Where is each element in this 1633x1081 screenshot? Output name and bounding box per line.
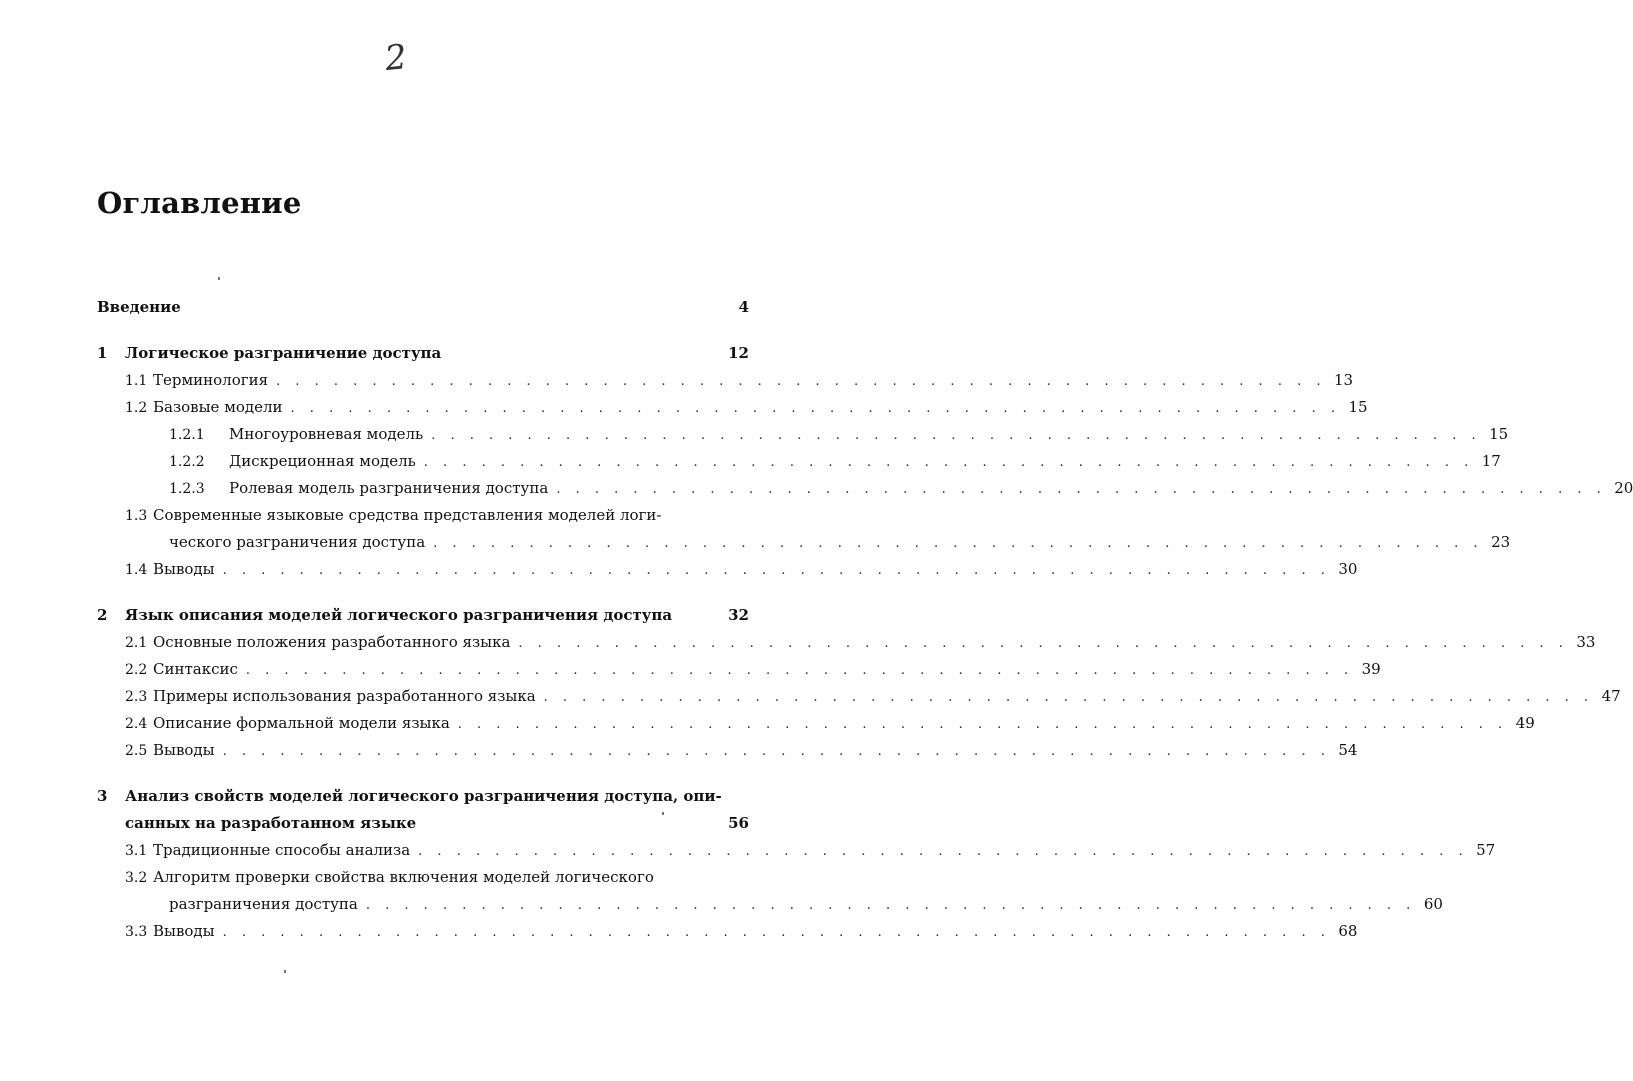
toc-chapter-number: 3: [97, 787, 108, 805]
toc-page-number: 4: [738, 298, 749, 316]
toc-subsection-title: Ролевая модель разграничения доступа: [229, 479, 549, 497]
toc-leader-dots: . . . . . . . . . . . . . . . . . . . . . . . . . . . . . . . . . . . . . . . . . . . . . . . . . . . . . . .: [276, 374, 1326, 389]
toc-section-title: Алгоритм проверки свойства включения моделей логического: [153, 868, 654, 886]
toc-leader-dots: . . . . . . . . . . . . . . . . . . . . . . . . . . . . . . . . . . . . . . . . . . . . . . . . . . . . . . . . . .: [222, 744, 1331, 759]
handwritten-page-number: 2: [382, 36, 409, 80]
toc-entry-title: Введение: [97, 298, 181, 316]
toc-leader-dots: . . . . . . . . . . . . . . . . . . . . . . . . . . . . . . . . . . . . . . . . . . . . . . . . . . . . . . .: [518, 636, 1569, 651]
toc-page-number: 15: [1348, 398, 1368, 416]
toc-section-title-continued: ческого разграничения доступа: [169, 533, 426, 551]
toc-page-number: 54: [1338, 741, 1358, 759]
toc-page-number: 39: [1361, 660, 1381, 678]
toc-page-number: 68: [1338, 922, 1358, 940]
scan-speck: [284, 970, 286, 973]
toc-section-3-3: [97, 919, 1358, 943]
toc-leader-dots: . . . . . . . . . . . . . . . . . . . . . . . . . . . . . . . . . . . . . . . . . . . . . . . . . . . . . . .: [431, 428, 1482, 443]
toc-section-3-2-continued: [97, 892, 1443, 916]
toc-page-number: 56: [728, 814, 749, 832]
toc-subsection-1-2-3: [97, 476, 1633, 500]
toc-section-2-5: [97, 738, 1358, 762]
toc-chapter-1: [97, 341, 749, 365]
toc-section-number: 2.2: [125, 662, 148, 678]
toc-leader-dots: . . . . . . . . . . . . . . . . . . . . . . . . . . . . . . . . . . . . . . . . . . . . . . . . . . . . . . . . . .: [222, 925, 1331, 940]
toc-section-number: 1.3: [125, 508, 148, 524]
toc-leader-dots: . . . . . . . . . . . . . . . . . . . . . . . . . . . . . . . . . . . . . . . . . . . . . . . . . . . . . . . . . .: [245, 663, 1354, 678]
toc-section-1-3: [97, 503, 749, 527]
toc-section-number: 3.3: [125, 924, 148, 940]
toc-section-1-4: [97, 557, 1358, 581]
toc-chapter-3: [97, 784, 749, 808]
toc-page-number: 15: [1489, 425, 1509, 443]
toc-page-number: 32: [728, 606, 749, 624]
toc-section-2-2: [97, 657, 1381, 681]
toc-section-title: Базовые модели: [153, 398, 283, 416]
toc-section-1-3-continued: [97, 530, 1511, 554]
toc-leader-dots: . . . . . . . . . . . . . . . . . . . . . . . . . . . . . . . . . . . . . . . . . . . . . . . . . . . . . . .: [290, 401, 1341, 416]
toc-section-title: Синтаксис: [153, 660, 238, 678]
toc-leader-dots: . . . . . . . . . . . . . . . . . . . . . . . . . . . . . . . . . . . . . . . . . . . . . . . . . . . . . . .: [457, 717, 1508, 732]
toc-section-title: Современные языковые средства представления моделей логи-: [153, 506, 662, 524]
toc-page-number: 23: [1491, 533, 1511, 551]
scan-speck: [218, 277, 220, 280]
toc-chapter-number: 1: [97, 344, 108, 362]
toc-section-title-continued: разграничения доступа: [169, 895, 358, 913]
toc-page-number: 57: [1476, 841, 1496, 859]
toc-subsection-number: 1.2.2: [169, 454, 205, 470]
toc-section-title: Выводы: [153, 560, 215, 578]
toc-section-number: 2.4: [125, 716, 148, 732]
toc-subsection-1-2-1: [97, 422, 1509, 446]
toc-chapter-2: [97, 603, 749, 627]
toc-chapter-title: Язык описания моделей логического разграничения доступа: [125, 606, 673, 624]
toc-page-number: 47: [1601, 687, 1621, 705]
toc-section-3-2: [97, 865, 749, 889]
toc-subsection-title: Многоуровневая модель: [229, 425, 424, 443]
toc-section-3-1: [97, 838, 1496, 862]
toc-leader-dots: . . . . . . . . . . . . . . . . . . . . . . . . . . . . . . . . . . . . . . . . . . . . . . . . . . . . . . . . . .: [222, 563, 1331, 578]
toc-subsection-number: 1.2.1: [169, 427, 205, 443]
toc-page-number: 33: [1576, 633, 1596, 651]
toc-chapter-3-continued: [97, 811, 749, 835]
toc-section-2-3: [97, 684, 1621, 708]
toc-section-number: 1.4: [125, 562, 148, 578]
toc-section-2-4: [97, 711, 1535, 735]
toc-section-title: Традиционные способы анализа: [153, 841, 411, 859]
toc-section-number: 3.1: [125, 843, 148, 859]
toc-section-number: 1.2: [125, 400, 148, 416]
toc-page-number: 60: [1423, 895, 1443, 913]
toc-page-number: 49: [1515, 714, 1535, 732]
toc-leader-dots: . . . . . . . . . . . . . . . . . . . . . . . . . . . . . . . . . . . . . . . . . . . . . . . . . . . . . . .: [423, 455, 1474, 470]
toc-leader-dots: . . . . . . . . . . . . . . . . . . . . . . . . . . . . . . . . . . . . . . . . . . . . . . . . . . . . . . .: [365, 898, 1416, 913]
toc-chapter-number: 2: [97, 606, 108, 624]
toc-subsection-number: 1.2.3: [169, 481, 205, 497]
toc-section-title: Основные положения разработанного языка: [153, 633, 511, 651]
toc-page-number: 20: [1614, 479, 1633, 497]
toc-section-number: 3.2: [125, 870, 148, 886]
toc-chapter-title: Анализ свойств моделей логического разграничения доступа, опи-: [125, 787, 722, 805]
toc-leader-dots: . . . . . . . . . . . . . . . . . . . . . . . . . . . . . . . . . . . . . . . . . . . . . . . . . . . . . . .: [543, 690, 1594, 705]
toc-section-number: 2.1: [125, 635, 148, 651]
toc-subsection-1-2-2: [97, 449, 1501, 473]
toc-section-2-1: [97, 630, 1596, 654]
toc-page-number: 17: [1481, 452, 1501, 470]
toc-page-number: 13: [1334, 371, 1354, 389]
toc-section-title: Выводы: [153, 922, 215, 940]
toc-page-number: 30: [1338, 560, 1358, 578]
page-title: Оглавление: [97, 186, 302, 220]
toc-section-title: Терминология: [153, 371, 269, 389]
toc-section-title: Описание формальной модели языка: [153, 714, 450, 732]
toc-section-1-2: [97, 395, 1368, 419]
toc-leader-dots: . . . . . . . . . . . . . . . . . . . . . . . . . . . . . . . . . . . . . . . . . . . . . . . . . . . . . . .: [418, 844, 1469, 859]
toc-section-number: 2.5: [125, 743, 148, 759]
toc-entry-intro: [97, 295, 749, 319]
toc-leader-dots: . . . . . . . . . . . . . . . . . . . . . . . . . . . . . . . . . . . . . . . . . . . . . . . . . . . . . . .: [433, 536, 1484, 551]
toc-section-title: Выводы: [153, 741, 215, 759]
toc-section-number: 2.3: [125, 689, 148, 705]
toc-leader-dots: . . . . . . . . . . . . . . . . . . . . . . . . . . . . . . . . . . . . . . . . . . . . . . . . . . . . . . .: [556, 482, 1607, 497]
toc-section-1-1: [97, 368, 1354, 392]
toc-section-title: Примеры использования разработанного языка: [153, 687, 536, 705]
toc-chapter-title-continued: санных на разработанном языке: [125, 814, 417, 832]
toc-chapter-title: Логическое разграничение доступа: [125, 344, 442, 362]
toc-subsection-title: Дискреционная модель: [229, 452, 416, 470]
toc-page-number: 12: [728, 344, 749, 362]
toc-section-number: 1.1: [125, 373, 148, 389]
